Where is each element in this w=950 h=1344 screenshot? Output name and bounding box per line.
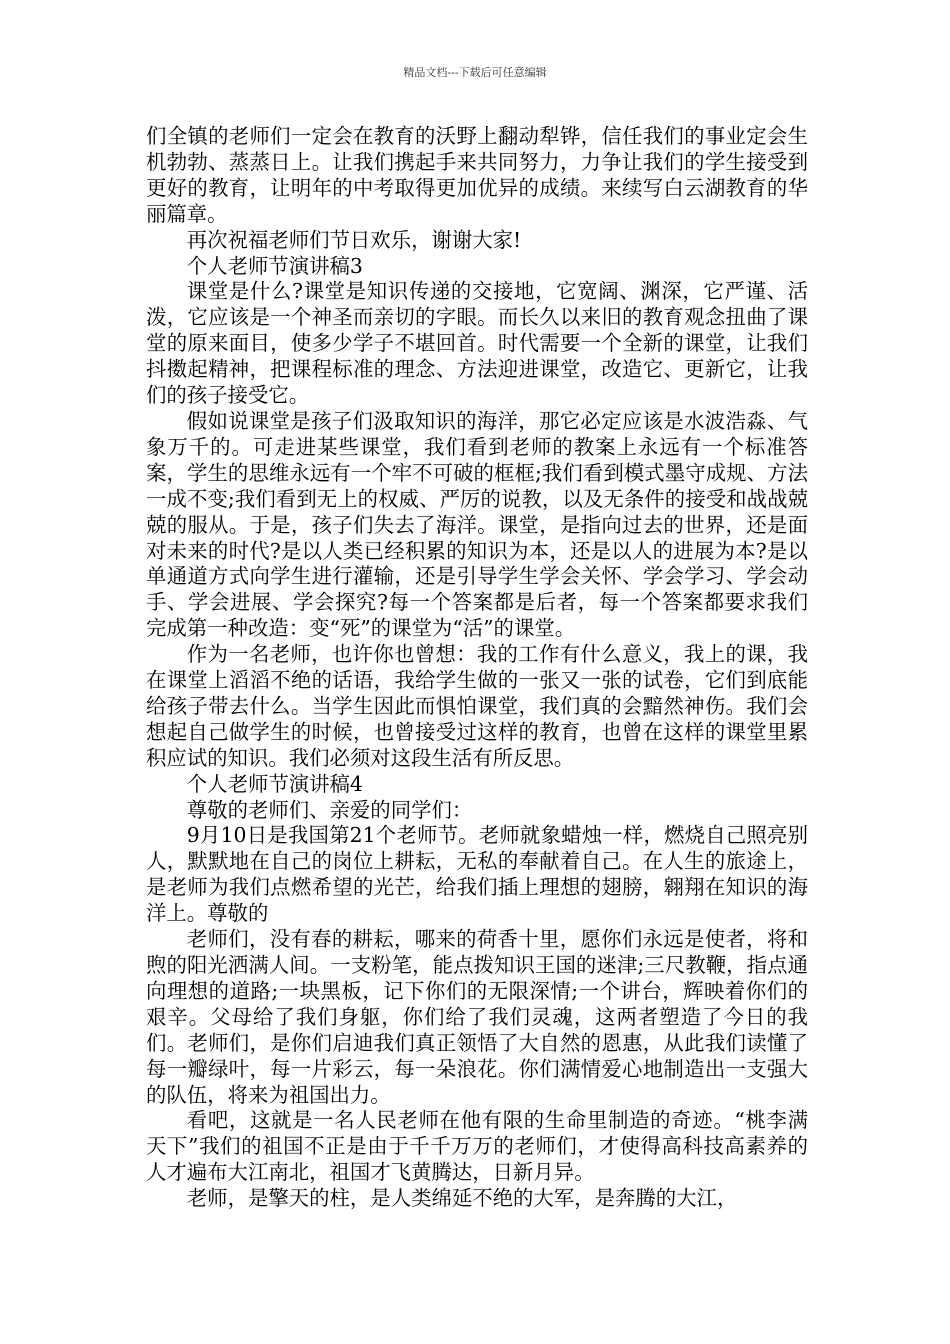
page-header: 精品文档---下载后可任意编辑 [403, 66, 547, 79]
paragraph: 尊敬的老师们、亲爱的同学们： [186, 797, 473, 822]
paragraph: 个人老师节演讲稿4 [186, 771, 363, 796]
paragraph: 9月10日是我国第21个老师节。老师就象蜡烛一样，燃烧自己照亮别人，默默地在自己的岗位上耕耘，无私的奉献着自己。在人生的旅途上，是老师为我们点燃希望的光芒，给我们插上理想的翅膀，翱翔在知识的海洋上。尊敬的 [146, 823, 808, 926]
paragraph: 课堂是什么?课堂是知识传递的交接地，它宽阔、渊深，它严谨、活泼，它应该是一个神圣而亲切的字眼。而长久以来旧的教育观念扭曲了课堂的原来面目，使多少学子不堪回首。时代需要一个全新的课堂，让我们抖擞起精神，把课程标准的理念、方法迎进课堂，改造它、更新它，让我们的孩子接受它。 [146, 279, 808, 408]
document-body [146, 124, 808, 1212]
paragraph: 再次祝福老师们节日欢乐，谢谢大家! [186, 227, 522, 252]
paragraph: 作为一名老师，也许你也曾想：我的工作有什么意义，我上的课，我在课堂上滔滔不绝的话语，我给学生做的一张又一张的试卷，它们到底能给孩子带去什么。当学生因此而惧怕课堂，我们真的会黯然神伤。我们会想起自己做学生的时候，也曾接受过这样的教育，也曾在这样的课堂里累积应试的知识。我们必须对这段生活有所反思。 [146, 642, 808, 770]
paragraph: 老师们，没有春的耕耘，哪来的荷香十里，愿你们永远是使者，将和煦的阳光洒满人间。一支粉笔，能点拨知识王国的迷津;三尺教鞭，指点通向理想的道路;一块黑板，记下你们的无限深情;一个讲台，辉映着你们的艰辛。父母给了我们身躯，你们给了我们灵魂，这两者塑造了今日的我们。老师们，是你们启迪我们真正领悟了大自然的恩惠，从此我们读懂了每一瓣绿叶，每一片彩云，每一朵浪花。你们满情爱心地制造出一支强大的队伍，将来为祖国出力。 [146, 927, 808, 1107]
paragraph: 看吧，这就是一名人民老师在他有限的生命里制造的奇迹。“桃李满天下”我们的祖国不正是由于千千万万的老师们，才使得高科技高素养的人才遍布大江南北，祖国才飞黄腾达，日新月异。 [146, 1108, 808, 1185]
paragraph: 老师，是擎天的柱，是人类绵延不绝的大军，是奔腾的大江， [186, 1186, 738, 1211]
paragraph: 们全镇的老师们一定会在教育的沃野上翻动犁铧，信任我们的事业定会生机勃勃、蒸蒸日上。让我们携起手来共同努力，力争让我们的学生接受到更好的教育，让明年的中考取得更加优异的成绩。来续写白云湖教育的华丽篇章。 [146, 124, 808, 226]
paragraph: 假如说课堂是孩子们汲取知识的海洋，那它必定应该是水波浩淼、气象万千的。可走进某些课堂，我们看到老师的教案上永远有一个标准答案，学生的思维永远有一个牢不可破的框框;我们看到模式墨守成规、方法一成不变;我们看到无上的权威、严厉的说教，以及无条件的接受和战战兢兢的服从。于是，孩子们失去了海洋。课堂，是指向过去的世界，还是面对未来的时代?是以人类已经积累的知识为本，还是以人的进展为本?是以单通道方式向学生进行灌输，还是引导学生学会关怀、学会学习、学会动手、学会进展、学会探究?每一个答案都是后者，每一个答案都要求我们完成第一种改造：变“死”的课堂为“活”的课堂。 [146, 408, 808, 641]
paragraph: 个人老师节演讲稿3 [186, 253, 363, 278]
